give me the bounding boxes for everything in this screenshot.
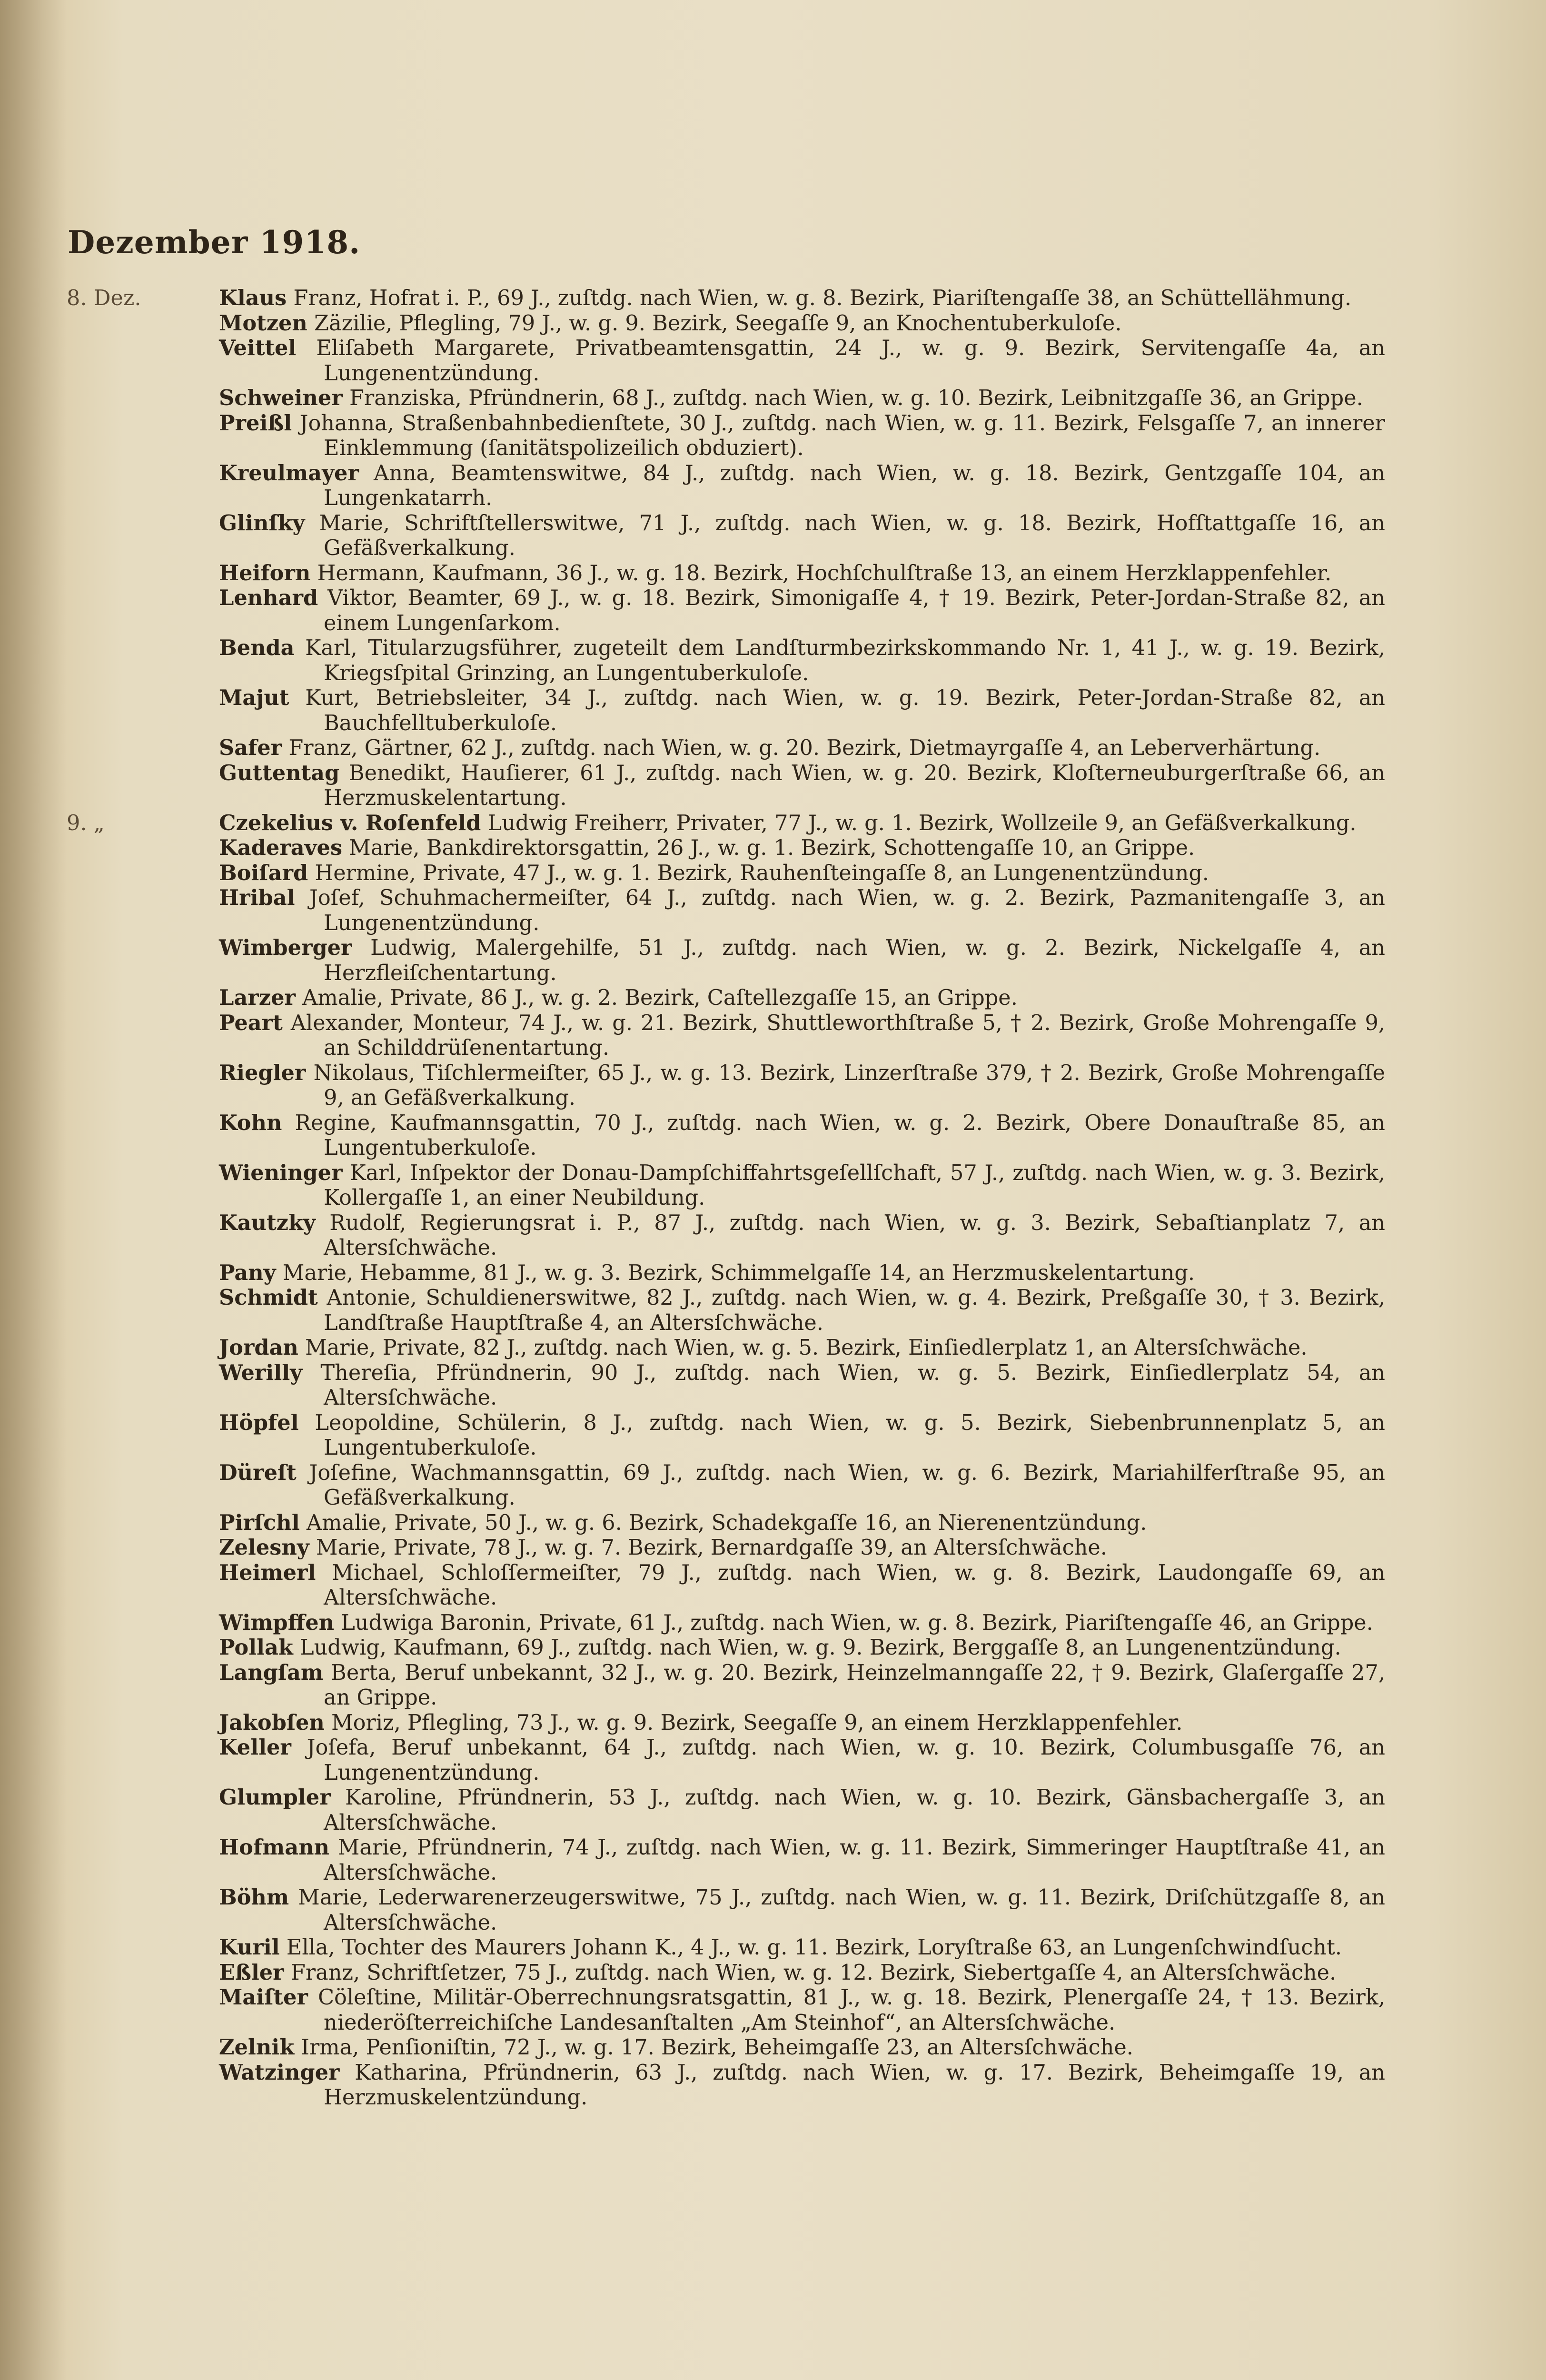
entry-body (219, 1785, 1385, 1835)
register-entry (67, 1835, 1385, 1885)
entry-body (219, 1260, 1385, 1286)
register-entry (67, 1985, 1385, 2035)
entry-body (219, 1011, 1385, 1061)
entry-body (219, 935, 1385, 985)
register-entry (67, 1660, 1385, 1710)
register-entry (67, 1011, 1385, 1061)
entry-details: Alexander, Monteur, 74 J., w. g. 21. Bezirk, Shuttleworthſtraße 5, † 2. Bezirk, Große Mohrengaſſe 9, an Schilddrüſenentartung. (290, 1010, 1385, 1060)
register-entry (67, 336, 1385, 386)
entry-surname: Werilly (219, 1359, 303, 1385)
register-entry (67, 1360, 1385, 1410)
entry-surname: Klaus (219, 285, 287, 310)
entry-details: Regine, Kaufmannsgattin, 70 J., zuſtdg. nach Wien, w. g. 2. Bezirk, Obere Donauſtraße 85, an Lungentuberkuloſe. (295, 1110, 1385, 1160)
entry-surname: Preißl (219, 410, 292, 436)
entry-body (219, 1710, 1385, 1735)
entry-body (219, 1960, 1385, 1985)
entry-details: Antonie, Schuldienerswitwe, 82 J., zuſtdg. nach Wien, w. g. 4. Bezirk, Preßgaſſe 30, † 3. Bezirk, Landſtraße Hauptſtraße 4, an Altersſchwäche. (324, 1285, 1385, 1335)
entry-details: Karl, Titularzugsführer, zugeteilt dem Landſturmbezirkskommando Nr. 1, 41 J., w. g. 19. Bezirk, Kriegsſpital Grinzing, an Lungentuberkuloſe. (305, 635, 1385, 685)
register-entry (67, 1935, 1385, 1960)
entry-surname: Lenhard (219, 585, 318, 610)
entry-surname: Düreſt (219, 1459, 297, 1485)
page-heading: Dezember 1918. (68, 224, 361, 261)
entry-surname: Höpfel (219, 1409, 299, 1435)
register-entry (67, 561, 1385, 586)
entry-details: Marie, Lederwarenerzeugerswitwe, 75 J., zuſtdg. nach Wien, w. g. 11. Bezirk, Driſchützgaſſe 8, an Altersſchwäche. (298, 1885, 1385, 1935)
entry-body (219, 1160, 1385, 1210)
register-entry (67, 311, 1385, 336)
entry-details: Ludwig, Malergehilfe, 51 J., zuſtdg. nach Wien, w. g. 2. Bezirk, Nickelgaſſe 4, an Herzfleiſchentartung. (324, 935, 1385, 985)
register-entry (67, 1560, 1385, 1610)
entry-body (219, 835, 1385, 861)
entry-surname: Jakobſen (219, 1709, 325, 1735)
entry-body (219, 1510, 1385, 1536)
entry-surname: Pany (219, 1259, 276, 1285)
entry-body (219, 1735, 1385, 1785)
register-entry (67, 761, 1385, 811)
entry-date: 8. Dez. (67, 286, 141, 310)
entry-surname: Veittel (219, 335, 297, 360)
entry-details: Eliſabeth Margarete, Privatbeamtensgattin, 24 J., w. g. 9. Bezirk, Servitengaſſe 4a, an Lungenentzündung. (316, 336, 1385, 386)
register-entry (67, 1785, 1385, 1835)
entry-details: Marie, Pfründnerin, 74 J., zuſtdg. nach Wien, w. g. 11. Bezirk, Simmeringer Hauptſtraße 41, an Altersſchwäche. (324, 1835, 1385, 1885)
entry-surname: Larzer (219, 985, 296, 1010)
entry-details: Nikolaus, Tiſchlermeiſter, 65 J., w. g. 13. Bezirk, Linzerſtraße 379, † 2. Bezirk, Große Mohrengaſſe 9, an Gefäßverkalkung. (313, 1060, 1385, 1110)
entry-surname: Maiſter (219, 1984, 308, 2010)
entry-details: Ludwiga Baronin, Private, 61 J., zuſtdg. nach Wien, w. g. 8. Bezirk, Piariſtengaſſe 46, an Grippe. (341, 1610, 1373, 1635)
register-entry (67, 286, 1385, 311)
entry-details: Marie, Private, 78 J., w. g. 7. Bezirk, Bernardgaſſe 39, an Altersſchwäche. (316, 1535, 1107, 1560)
entry-surname: Jordan (219, 1335, 298, 1360)
entry-body (219, 885, 1385, 935)
entry-details: Marie, Bankdirektorsgattin, 26 J., w. g. 1. Bezirk, Schottengaſſe 10, an Grippe. (349, 835, 1195, 860)
entry-body (219, 511, 1385, 561)
entry-surname: Glumpler (219, 1785, 331, 1810)
entry-body (219, 735, 1385, 761)
entry-body (219, 1111, 1385, 1160)
entry-body (219, 386, 1385, 411)
entry-body (219, 1560, 1385, 1610)
entry-surname: Kreulmayer (219, 460, 359, 486)
entry-details: Cöleſtine, Militär-Oberrechnungsratsgattin, 81 J., w. g. 18. Bezirk, Plenergaſſe 24, † 13. Bezirk, niederöſterreichiſche Landesanſtalten „Am Steinhof“, an Altersſchwäche. (317, 1985, 1385, 2035)
register-entry (67, 885, 1385, 935)
register-entry (67, 1460, 1385, 1510)
entry-details: Anna, Beamtenswitwe, 84 J., zuſtdg. nach Wien, w. g. 18. Bezirk, Gentzgaſſe 104, an Lungenkatarrh. (324, 460, 1385, 510)
entry-surname: Guttentag (219, 760, 340, 785)
entry-body (219, 311, 1385, 336)
entry-details: Thereſia, Pfründnerin, 90 J., zuſtdg. nach Wien, w. g. 5. Bezirk, Einſiedlerplatz 54, an Altersſchwäche. (320, 1360, 1385, 1410)
entry-surname: Majut (219, 685, 289, 710)
register-entry (67, 1510, 1385, 1536)
entry-surname: Kautzky (219, 1210, 316, 1235)
entry-surname: Boiſard (219, 860, 308, 885)
register-entry (67, 1111, 1385, 1160)
entry-details: Joſef, Schuhmachermeiſter, 64 J., zuſtdg. nach Wien, w. g. 2. Bezirk, Pazmanitengaſſe 3, an Lungenentzündung. (309, 885, 1385, 935)
entry-body (219, 411, 1385, 461)
entry-surname: Glinſky (219, 510, 305, 536)
entry-surname: Benda (219, 635, 295, 660)
register-entry (67, 511, 1385, 561)
entry-details: Karl, Inſpektor der Donau-Dampſchiffahrtsgeſellſchaft, 57 J., zuſtdg. nach Wien, w. g. 3. Bezirk, Kollergaſſe 1, an einer Neubildung. (324, 1160, 1385, 1210)
register-entry (67, 1735, 1385, 1785)
register-entry (67, 461, 1385, 511)
entry-details: Johanna, Straßenbahnbedienſtete, 30 J., zuſtdg. nach Wien, w. g. 11. Bezirk, Felsgaſſe 7, an innerer Einklemmung (ſanitätspolizeilich obduziert). (299, 410, 1385, 460)
entry-body (219, 1061, 1385, 1111)
register-entry (67, 635, 1385, 685)
register-entry (67, 1710, 1385, 1735)
entry-details: Franz, Gärtner, 62 J., zuſtdg. nach Wien, w. g. 20. Bezirk, Dietmayrgaſſe 4, an Leberverhärtung. (288, 735, 1321, 760)
entry-details: Hermine, Private, 47 J., w. g. 1. Bezirk, Rauhenſteingaſſe 8, an Lungenentzündung. (315, 860, 1209, 885)
register-entry (67, 1210, 1385, 1260)
entry-details: Amalie, Private, 50 J., w. g. 6. Bezirk, Schadekgaſſe 16, an Nierenentzündung. (306, 1510, 1147, 1535)
register-entry (67, 2035, 1385, 2060)
entry-body (219, 2035, 1385, 2060)
entry-body (219, 336, 1385, 386)
register-entry (67, 1610, 1385, 1636)
entry-details: Amalie, Private, 86 J., w. g. 2. Bezirk, Caſtellezgaſſe 15, an Grippe. (302, 985, 1018, 1010)
entry-details: Ludwig, Kaufmann, 69 J., zuſtdg. nach Wien, w. g. 9. Bezirk, Berggaſſe 8, an Lungenentzündung. (299, 1635, 1341, 1660)
entry-surname: Hofmann (219, 1835, 329, 1860)
entry-body (219, 1935, 1385, 1960)
entry-surname: Eßler (219, 1959, 284, 1985)
entry-details: Franz, Schriftſetzer, 75 J., zuſtdg. nach Wien, w. g. 12. Bezirk, Siebertgaſſe 4, an Altersſchwäche. (290, 1960, 1337, 1985)
entry-body (219, 1210, 1385, 1260)
entry-surname: Kohn (219, 1110, 282, 1135)
entry-body (219, 286, 1385, 311)
entry-details: Katharina, Pfründnerin, 63 J., zuſtdg. nach Wien, w. g. 17. Bezirk, Beheimgaſſe 19, an Herzmuskelentzündung. (324, 2060, 1385, 2110)
entry-surname: Schweiner (219, 385, 343, 410)
register-entry (67, 861, 1385, 886)
entry-surname: Heimerl (219, 1559, 316, 1585)
entry-details: Berta, Beruf unbekannt, 32 J., w. g. 20. Bezirk, Heinzelmanngaſſe 22, † 9. Bezirk, Glaſergaſſe 27, an Grippe. (324, 1660, 1385, 1710)
entry-surname: Motzen (219, 310, 307, 336)
register-entry (67, 1260, 1385, 1286)
entry-surname: Zelnik (219, 2034, 295, 2060)
register-entry (67, 1160, 1385, 1210)
entry-details: Moriz, Pflegling, 73 J., w. g. 9. Bezirk, Seegaſſe 9, an einem Herzklappenfehler. (331, 1710, 1183, 1735)
entry-surname: Böhm (219, 1884, 289, 1910)
entry-date: 9. „ (67, 810, 105, 835)
entry-surname: Pollak (219, 1635, 293, 1660)
entry-body (219, 761, 1385, 811)
entry-body (219, 461, 1385, 511)
death-register-list (67, 286, 1385, 2110)
entry-surname: Wieninger (219, 1160, 343, 1185)
entry-surname: Keller (219, 1735, 291, 1760)
entry-surname: Kuril (219, 1934, 280, 1960)
entry-details: Hermann, Kaufmann, 36 J., w. g. 18. Bezirk, Hochſchulſtraße 13, an einem Herzklappenfehler. (317, 560, 1332, 585)
entry-body (219, 2060, 1385, 2110)
page-fold-shadow (0, 0, 67, 2380)
entry-details: Leopoldine, Schülerin, 8 J., zuſtdg. nach Wien, w. g. 5. Bezirk, Siebenbrunnenplatz 5, an Lungentuberkuloſe. (315, 1410, 1385, 1460)
entry-body (219, 1985, 1385, 2035)
entry-surname: Langſam (219, 1659, 324, 1685)
entry-surname: Czekelius v. Roſenfeld (219, 810, 481, 835)
register-entry (67, 685, 1385, 735)
register-entry (67, 2060, 1385, 2110)
entry-surname: Wimpffen (219, 1609, 334, 1635)
entry-body (219, 1660, 1385, 1710)
entry-surname: Peart (219, 1010, 283, 1035)
entry-body (219, 1410, 1385, 1460)
entry-body (219, 685, 1385, 735)
register-entry (67, 1335, 1385, 1360)
entry-details: Franz, Hofrat i. P., 69 J., zuſtdg. nach Wien, w. g. 8. Bezirk, Piariſtengaſſe 38, an Schüttellähmung. (293, 286, 1352, 310)
entry-details: Joſefine, Wachmannsgattin, 69 J., zuſtdg. nach Wien, w. g. 6. Bezirk, Mariahilferſtraße 95, an Gefäßverkalkung. (309, 1460, 1385, 1510)
entry-body (219, 1360, 1385, 1410)
entry-body (219, 811, 1385, 836)
entry-surname: Heiforn (219, 560, 311, 585)
entry-details: Viktor, Beamter, 69 J., w. g. 18. Bezirk, Simonigaſſe 4, † 19. Bezirk, Peter-Jordan-Straße 82, an einem Lungenſarkom. (324, 585, 1385, 635)
entry-body (219, 1285, 1385, 1335)
entry-body (219, 1335, 1385, 1360)
entry-details: Ella, Tochter des Maurers Johann K., 4 J., w. g. 11. Bezirk, Loryſtraße 63, an Lungenſchwindſucht. (286, 1935, 1342, 1960)
register-entry (67, 985, 1385, 1011)
register-entry (67, 1960, 1385, 1985)
register-entry (67, 811, 1385, 836)
entry-surname: Schmidt (219, 1285, 318, 1310)
register-entry (67, 1061, 1385, 1111)
entry-body (219, 635, 1385, 685)
entry-body (219, 1535, 1385, 1560)
entry-surname: Riegler (219, 1060, 306, 1085)
register-entry (67, 1410, 1385, 1460)
entry-details: Marie, Private, 82 J., zuſtdg. nach Wien, w. g. 5. Bezirk, Einſiedlerplatz 1, an Altersſchwäche. (305, 1335, 1308, 1360)
entry-surname: Hribal (219, 885, 295, 910)
entry-body (219, 985, 1385, 1011)
entry-surname: Pirſchl (219, 1509, 300, 1535)
entry-details: Zäzilie, Pflegling, 79 J., w. g. 9. Bezirk, Seegaſſe 9, an Knochentuberkuloſe. (314, 310, 1122, 336)
entry-details: Kurt, Betriebsleiter, 34 J., zuſtdg. nach Wien, w. g. 19. Bezirk, Peter-Jordan-Straße 82, an Bauchfelltuberkuloſe. (305, 685, 1385, 735)
entry-details: Marie, Schriftſtellerswitwe, 71 J., zuſtdg. nach Wien, w. g. 18. Bezirk, Hofſtattgaſſe 16, an Gefäßverkalkung. (319, 510, 1385, 560)
entry-body (219, 1885, 1385, 1935)
entry-details: Karoline, Pfründnerin, 53 J., zuſtdg. nach Wien, w. g. 10. Bezirk, Gänsbachergaſſe 3, an Altersſchwäche. (324, 1785, 1385, 1835)
register-entry (67, 935, 1385, 985)
register-entry (67, 1635, 1385, 1660)
register-entry (67, 1285, 1385, 1335)
entry-body (219, 561, 1385, 586)
entry-surname: Wimberger (219, 935, 352, 960)
entry-details: Franziska, Pfründnerin, 68 J., zuſtdg. nach Wien, w. g. 10. Bezirk, Leibnitzgaſſe 36, an Grippe. (349, 386, 1363, 410)
entry-details: Joſefa, Beruf unbekannt, 64 J., zuſtdg. nach Wien, w. g. 10. Bezirk, Columbusgaſſe 76, an Lungenentzündung. (307, 1735, 1385, 1785)
entry-body (219, 1635, 1385, 1660)
register-entry (67, 386, 1385, 411)
entry-surname: Kaderaves (219, 835, 342, 860)
entry-details: Rudolf, Regierungsrat i. P., 87 J., zuſtdg. nach Wien, w. g. 3. Bezirk, Sebaſtianplatz 7, an Altersſchwäche. (324, 1210, 1385, 1260)
entry-details: Irma, Penſioniſtin, 72 J., w. g. 17. Bezirk, Beheimgaſſe 23, an Altersſchwäche. (301, 2035, 1133, 2060)
entry-details: Marie, Hebamme, 81 J., w. g. 3. Bezirk, Schimmelgaſſe 14, an Herzmuskelentartung. (282, 1260, 1195, 1285)
entry-body (219, 861, 1385, 886)
entry-details: Ludwig Freiherr, Privater, 77 J., w. g. 1. Bezirk, Wollzeile 9, an Gefäßverkalkung. (487, 810, 1357, 835)
register-entry (67, 585, 1385, 635)
register-entry (67, 411, 1385, 461)
register-entry (67, 1885, 1385, 1935)
entry-body (219, 1460, 1385, 1510)
entry-body (219, 1610, 1385, 1636)
entry-details: Benedikt, Hauſierer, 61 J., zuſtdg. nach Wien, w. g. 20. Bezirk, Kloſterneuburgerſtraße 66, an Herzmuskelentartung. (324, 760, 1385, 810)
entry-body (219, 585, 1385, 635)
entry-surname: Zelesny (219, 1535, 309, 1560)
entry-body (219, 1835, 1385, 1885)
register-entry (67, 1535, 1385, 1560)
entry-details: Michael, Schloſſermeiſter, 79 J., zuſtdg. nach Wien, w. g. 8. Bezirk, Laudongaſſe 69, an Altersſchwäche. (324, 1560, 1385, 1610)
entry-surname: Safer (219, 735, 282, 760)
entry-surname: Watzinger (219, 2059, 340, 2085)
register-entry (67, 735, 1385, 761)
register-entry (67, 835, 1385, 861)
